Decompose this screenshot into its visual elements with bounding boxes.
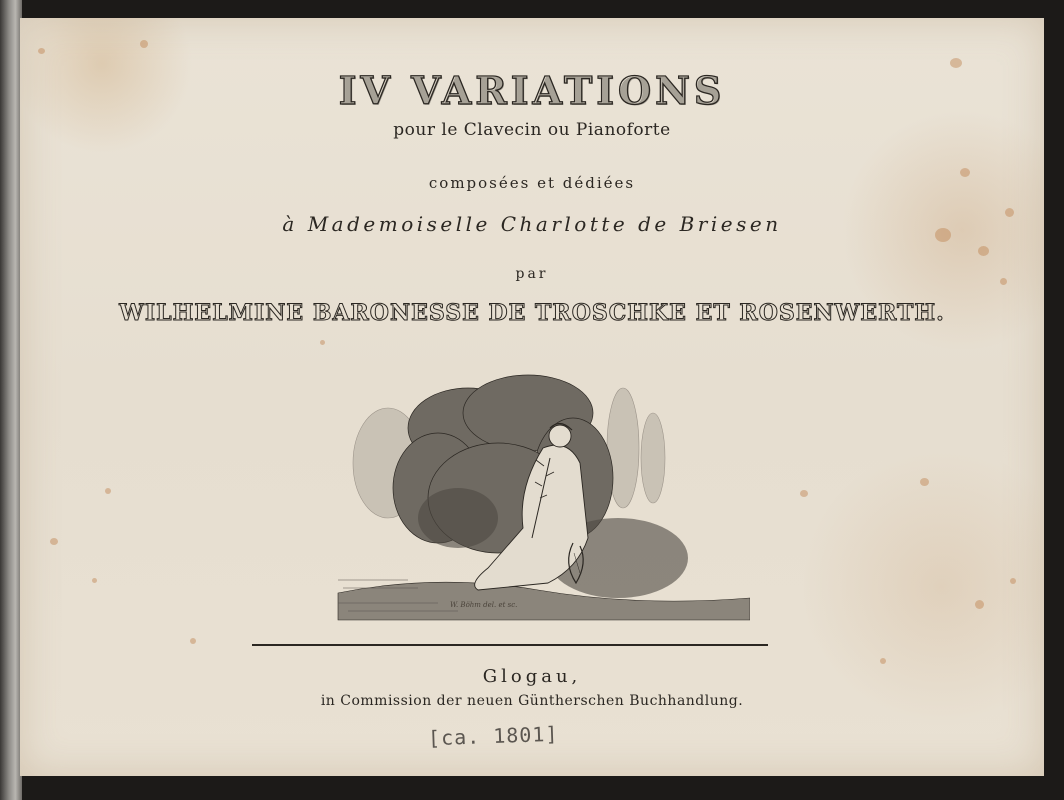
- work-title: IV VARIATIONS: [338, 68, 726, 113]
- foxing-spot: [880, 658, 886, 664]
- foxing-spot: [320, 340, 325, 345]
- book-binding-edge: [0, 0, 22, 800]
- title-page: [20, 18, 1044, 776]
- composed-line: composées et dédiées: [428, 174, 636, 192]
- foxing-spot: [105, 488, 111, 494]
- par-line: par: [515, 266, 549, 282]
- foxing-spot: [978, 246, 989, 256]
- foxing-spot: [975, 600, 984, 609]
- foxing-spot: [1010, 578, 1016, 584]
- composer-name: WILHELMINE BARONESSE DE TROSCHKE ET ROSENWERTH.: [119, 300, 945, 326]
- horizontal-rule: [252, 644, 768, 646]
- imprint-place: Glogau,: [482, 666, 582, 687]
- imprint-publisher: in Commission der neuen Güntherschen Buchhandlung.: [320, 693, 744, 709]
- engraver-credit: W. Böhm del. et sc.: [450, 601, 518, 609]
- foxing-spot: [190, 638, 196, 644]
- pencil-date-note: [ca. 1801]: [427, 721, 559, 751]
- foxing-spot: [950, 58, 962, 68]
- foxing-spot: [140, 40, 148, 48]
- foxing-spot: [920, 478, 929, 486]
- engraved-vignette: [318, 358, 750, 633]
- foxing-spot: [92, 578, 97, 583]
- dedication-line: à Mademoiselle Charlotte de Briesen: [282, 212, 782, 236]
- foxing-spot: [800, 490, 808, 497]
- instrument-line: pour le Clavecin ou Pianoforte: [393, 120, 671, 140]
- foxing-spot: [50, 538, 58, 545]
- foxing-spot: [38, 48, 45, 54]
